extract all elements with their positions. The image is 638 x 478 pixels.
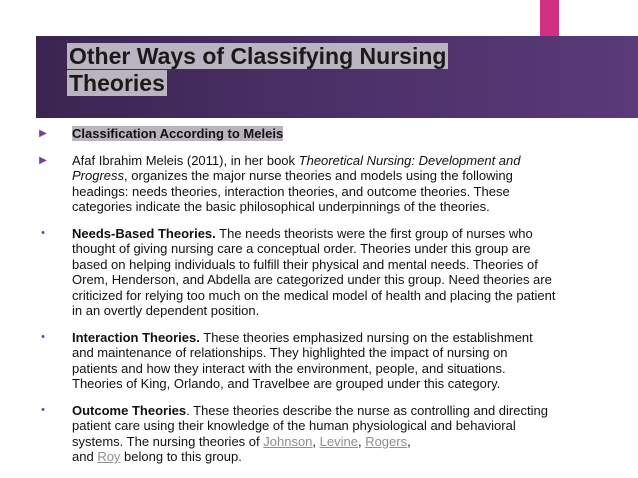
dot-bullet-icon: •	[41, 403, 45, 416]
bullet-needs	[36, 226, 556, 319]
interaction-term: Interaction Theories.	[72, 329, 200, 345]
link-rogers[interactable]: Rogers	[365, 433, 408, 449]
outcome-paragraph	[72, 403, 556, 465]
sep-1: ,	[312, 433, 320, 449]
title-line-1: Other Ways of Classifying Nursing	[69, 43, 447, 69]
sep-2: ,	[357, 433, 366, 449]
dot-bullet-icon: •	[41, 226, 45, 239]
link-johnson[interactable]: Johnson	[263, 433, 313, 449]
outcome-term: Outcome Theories	[72, 402, 187, 418]
and-text: and	[72, 449, 98, 464]
needs-text: The needs theorists were the first group of nurses who thought of giving nursing care a conceptual order. Theories under this group are based on helping individuals to fulfill their physical and mental needs. Theories of Orem, Henderson, and Abdella are categorized under this group. Need theories are criticized for relying too much on the medical model of health and placing the patient in an overtly dependent position.	[72, 225, 556, 318]
intro-prefix: Afaf Ibrahim Meleis (2011), in her book	[72, 152, 299, 168]
bullet-heading	[36, 126, 556, 142]
triangle-bullet-icon: ▶	[39, 128, 47, 139]
title-line-2: Theories	[69, 70, 165, 96]
heading-text: Classification According to Meleis	[72, 126, 284, 141]
dot-bullet-icon: •	[41, 330, 45, 343]
bullet-outcome	[36, 403, 556, 465]
intro-paragraph	[72, 153, 556, 215]
needs-paragraph	[72, 226, 556, 319]
link-roy[interactable]: Roy	[97, 449, 121, 464]
outcome-end: belong to this group.	[120, 449, 242, 464]
triangle-bullet-icon: ▶	[39, 154, 47, 166]
intro-suffix: , organizes the major nurse theories and models using the following headings: needs theories, interaction theories, and outcome theories. These categories indicate the basic philosophical underpinnings of the theories.	[72, 168, 513, 214]
needs-term: Needs-Based Theories.	[72, 225, 216, 241]
bullet-interaction	[36, 330, 556, 392]
interaction-text: These theories emphasized nursing on the establishment and maintenance of relationships. They highlighted the impact of nursing on patients and how they interact with the environment, people, and situations. Theories of King, Orlando, and Travelbee are grouped under this category.	[72, 329, 533, 391]
outcome-text: . These theories describe the nurse as controlling and directing patient care using their knowledge of the human physiological and behavioral systems. The nursing theories of	[72, 402, 548, 449]
bullet-list	[36, 126, 556, 476]
sep-3: ,	[407, 433, 411, 449]
interaction-paragraph	[72, 330, 556, 392]
book-title: Theoretical Nursing: Development and Progress	[72, 152, 521, 183]
link-levine[interactable]: Levine	[319, 433, 358, 449]
bullet-intro	[36, 153, 556, 215]
slide-title	[67, 43, 507, 97]
